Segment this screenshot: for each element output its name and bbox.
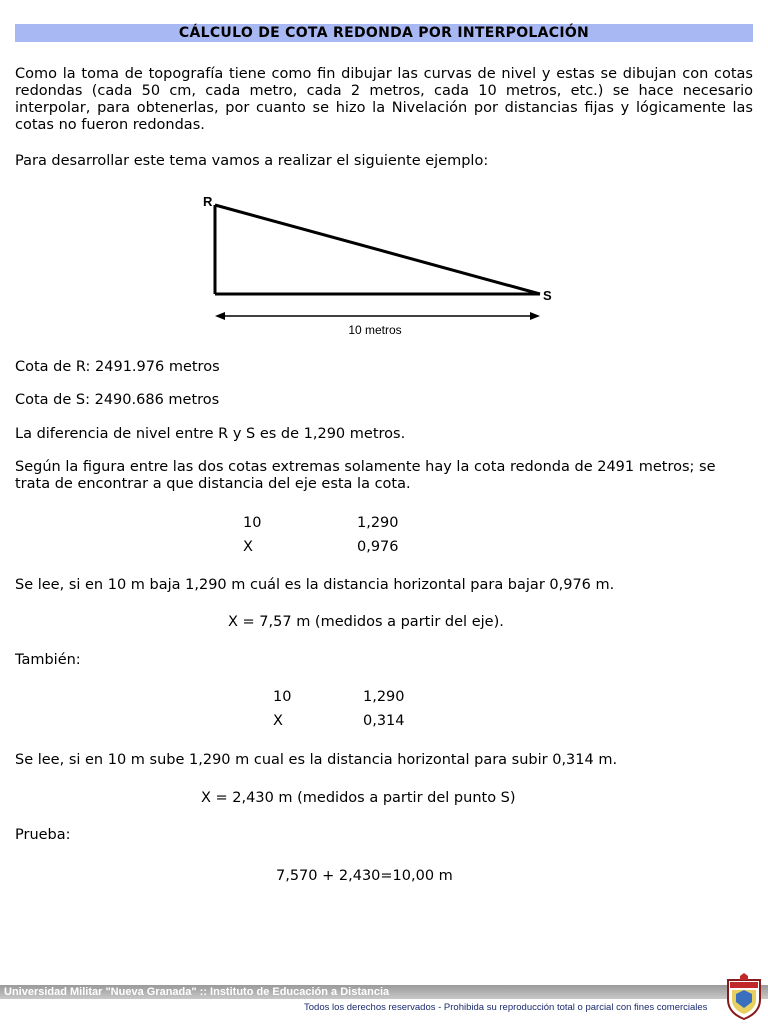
prueba-label: Prueba: <box>15 827 71 843</box>
result-2: X = 2,430 m (medidos a partir del punto S) <box>201 790 516 806</box>
table2-r1c2: 1,290 <box>363 689 405 705</box>
diferencia-nivel: La diferencia de nivel entre R y S es de 1,290 metros. <box>15 426 406 442</box>
prueba-equation: 7,570 + 2,430=10,00 m <box>276 868 453 884</box>
distance-label: 10 metros <box>348 323 402 337</box>
intro-paragraph: Como la toma de topografía tiene como fin dibujar las curvas de nivel y estas se dibujan con cotas redondas (cada 50 cm, cada metro, cada 2 metros, cada 10 metros, etc.) se hace necesario interpolar, para obtenerlas, por cuanto se hizo la Nivelación por distancias fijas y lógicamente las cotas no fueron redondas. <box>15 66 753 133</box>
segun-paragraph: Según la figura entre las dos cotas extremas solamente hay la cota redonda de 2491 metros; se trata de encontrar a que distancia del eje esta la cota. <box>15 459 716 492</box>
footer-institution: Universidad Militar "Nueva Granada" :: Instituto de Educación a Distancia <box>4 986 390 998</box>
table1-r1c1: 10 <box>243 515 262 531</box>
arrow-left <box>215 312 225 320</box>
result-1: X = 7,57 m (medidos a partir del eje). <box>228 614 504 630</box>
table1-r1c2: 1,290 <box>357 515 399 531</box>
lee-2: Se lee, si en 10 m sube 1,290 m cual es la distancia horizontal para subir 0,314 m. <box>15 752 618 768</box>
triangle-diagram <box>195 188 565 343</box>
footer-rights: Todos los derechos reservados - Prohibida su reproducción total o parcial con fines comerciales <box>304 1002 708 1013</box>
university-crest-icon <box>722 972 766 1020</box>
label-r: R <box>203 194 213 209</box>
table2-r1c1: 10 <box>273 689 292 705</box>
label-s: S <box>543 288 552 303</box>
lee-1: Se lee, si en 10 m baja 1,290 m cuál es la distancia horizontal para bajar 0,976 m. <box>15 577 615 593</box>
table1-r2c1: X <box>243 539 253 555</box>
hypotenuse <box>215 205 540 294</box>
table1-r2c2: 0,976 <box>357 539 399 555</box>
tambien-label: También: <box>15 652 81 668</box>
arrow-right <box>530 312 540 320</box>
table2-r2c1: X <box>273 713 283 729</box>
table2-r2c2: 0,314 <box>363 713 405 729</box>
example-intro: Para desarrollar este tema vamos a realizar el siguiente ejemplo: <box>15 153 489 169</box>
cota-s: Cota de S: 2490.686 metros <box>15 392 220 408</box>
cota-r: Cota de R: 2491.976 metros <box>15 359 220 375</box>
section-title: CÁLCULO DE COTA REDONDA POR INTERPOLACIÓN <box>15 24 753 42</box>
